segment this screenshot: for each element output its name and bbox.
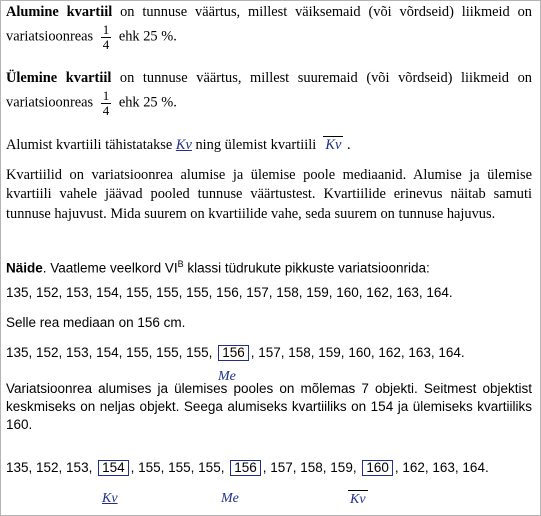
example-text-b: klassi tüdrukute pikkuste variatsioonrida: — [183, 260, 430, 276]
median-value-box: 156 — [218, 345, 249, 361]
lower-quartile-definition — [6, 2, 532, 51]
lower-quartile-percent: ehk 25 %. — [118, 28, 177, 45]
median-label-2: Me — [221, 491, 239, 506]
series-part-1: 135, 152, 153, — [6, 460, 93, 475]
fraction-one-quarter — [101, 89, 112, 117]
series-with-median — [6, 344, 532, 362]
example-text-a: . Vaatleme veelkord VI — [42, 260, 178, 276]
lower-quartile-text: on tunnuse väärtus, millest väiksemaid (või võrdseid) liikmeid on variatsioonreas — [6, 4, 532, 45]
series-part-2: , 155, 155, 155, — [130, 460, 225, 475]
notation-text-a: Alumist kvartiili tähistatakse — [6, 137, 173, 153]
fraction-numerator: 1 — [102, 87, 110, 103]
notation-text-b: ning ülemist kvartiili — [195, 137, 317, 153]
fraction-denominator: 4 — [102, 102, 110, 118]
upper-quartile-box: 160 — [362, 460, 393, 476]
fraction-one-quarter — [101, 23, 112, 51]
notation-text-c: . — [347, 137, 351, 153]
upper-quartile-symbol: Kv — [325, 137, 342, 153]
example-heading — [6, 258, 532, 278]
median-statement: Selle rea mediaan on 156 cm. — [6, 315, 186, 330]
lower-quartile-term: Alumine kvartiil — [6, 4, 113, 20]
upper-quartile-percent: ehk 25 %. — [118, 94, 177, 111]
series-part-before: 135, 152, 153, 154, 155, 155, 155, — [6, 345, 213, 360]
upper-quartile-term: Ülemine kvartiil — [6, 70, 112, 86]
upper-quartile-definition — [6, 68, 532, 117]
fraction-numerator: 1 — [102, 21, 110, 37]
lower-quartile-symbol: Kv — [175, 137, 192, 153]
series-with-quartiles — [6, 459, 532, 477]
lower-quartile-box: 154 — [98, 460, 129, 476]
example-label: Näide — [6, 260, 43, 276]
upper-quartile-label: Kv — [348, 490, 368, 510]
class-superscript: B — [177, 259, 184, 269]
series-part-4: , 162, 163, 164. — [394, 460, 489, 475]
halves-explanation: Variatsioonrea alumises ja ülemises pooles on mõlemas 7 objekti. Seitmest objektist keskmiseks on neljas objekt. Seega alumiseks kvartiiliks on 154 ja ülemiseks kvartiiliks 160. — [6, 381, 532, 433]
variation-series: 135, 152, 153, 154, 155, 155, 155, 156, 157, 158, 159, 160, 162, 163, 164. — [6, 285, 453, 300]
series-part-after: , 157, 158, 159, 160, 162, 163, 164. — [250, 345, 465, 360]
median-box: 156 — [230, 460, 261, 476]
quartiles-explanation: Kvartiilid on variatsioonrea alumise ja ülemise poole mediaanid. Alumise ja ülemise kvartiili vahele jäävad pooled tunnuse väärtustest. Kvartiilide erinevus näitab samuti tunnuse hajuvust. Mida suurem on kvartiilide vahe, seda suurem on tunnuse hajuvus. — [6, 167, 532, 222]
lower-quartile-label: Kv — [102, 491, 118, 506]
series-part-3: , 157, 158, 159, — [262, 460, 357, 475]
median-label: Me — [218, 369, 236, 384]
quartile-notation — [6, 136, 532, 155]
fraction-denominator: 4 — [102, 36, 110, 52]
upper-quartile-text: on tunnuse väärtus, millest suuremaid (või võrdseid) liikmeid on variatsioonreas — [6, 70, 532, 111]
